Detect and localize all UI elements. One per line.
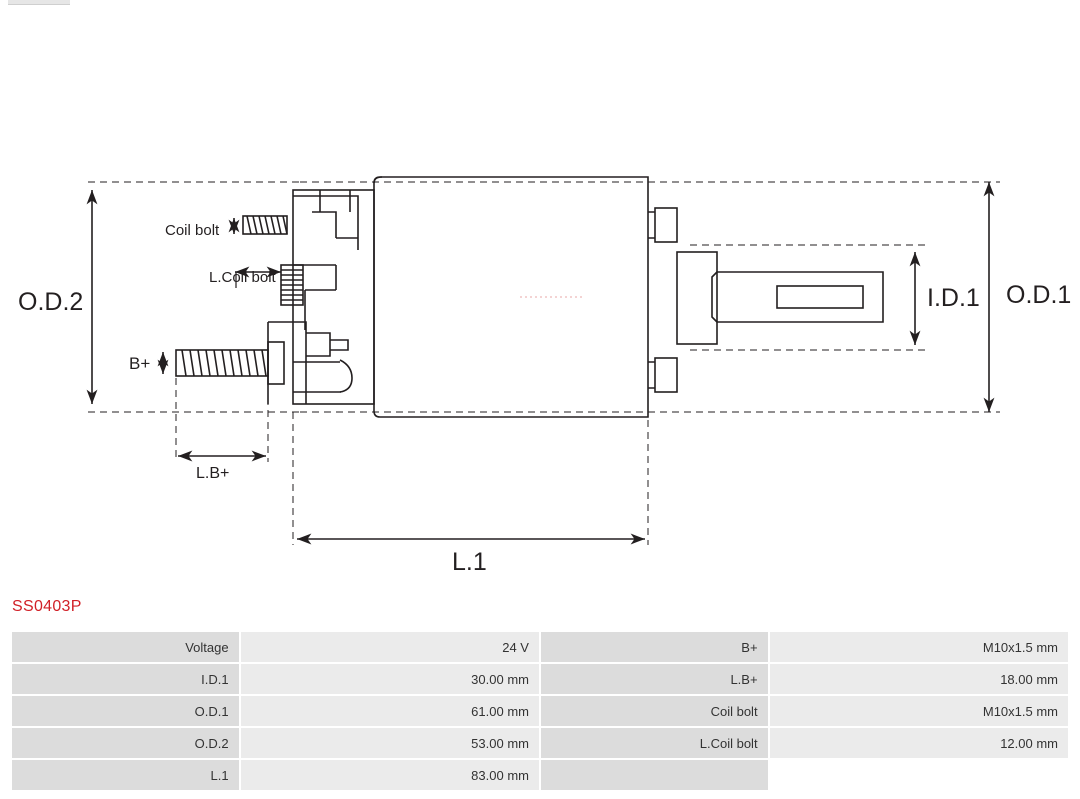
spec-value: 30.00 mm <box>241 664 539 694</box>
spec-value: 24 V <box>241 632 539 662</box>
b-plus-stud <box>176 342 284 384</box>
label-l-coil-bolt: L.Coil bolt <box>209 269 276 286</box>
coil-bolt-thread <box>243 216 287 234</box>
label-od2: O.D.2 <box>18 288 84 316</box>
table-row <box>12 728 1068 758</box>
label-coil-bolt: Coil bolt <box>165 222 220 239</box>
spec-value: 18.00 mm <box>770 664 1068 694</box>
spec-label: B+ <box>541 632 768 662</box>
table-row <box>12 632 1068 662</box>
spec-label: Voltage <box>12 632 239 662</box>
spec-label: L.Coil bolt <box>541 728 768 758</box>
table-row <box>12 696 1068 726</box>
spec-label: L.B+ <box>541 664 768 694</box>
spec-value: 53.00 mm <box>241 728 539 758</box>
spec-value: 61.00 mm <box>241 696 539 726</box>
spec-label: O.D.2 <box>12 728 239 758</box>
coil-bolt-large-thread <box>281 265 303 305</box>
label-od1: O.D.1 <box>1006 281 1072 309</box>
spec-label: L.1 <box>12 760 239 790</box>
label-lbplus: L.B+ <box>196 465 230 482</box>
spec-label-empty <box>541 760 768 790</box>
table-row <box>12 760 1068 790</box>
label-l1: L.1 <box>452 548 487 576</box>
spec-value: M10x1.5 mm <box>770 632 1068 662</box>
label-id1: I.D.1 <box>927 284 980 312</box>
plunger-assembly <box>648 208 883 392</box>
spec-value: M10x1.5 mm <box>770 696 1068 726</box>
spec-value: 83.00 mm <box>241 760 539 790</box>
spec-label: I.D.1 <box>12 664 239 694</box>
spec-label: O.D.1 <box>12 696 239 726</box>
part-code: SS0403P <box>12 598 82 615</box>
label-bplus: B+ <box>129 354 151 373</box>
spec-value: 12.00 mm <box>770 728 1068 758</box>
table-row <box>12 664 1068 694</box>
spec-label: Coil bolt <box>541 696 768 726</box>
specifications-table <box>10 630 1070 792</box>
spec-value-empty <box>770 760 1068 790</box>
solenoid-body <box>374 177 648 417</box>
